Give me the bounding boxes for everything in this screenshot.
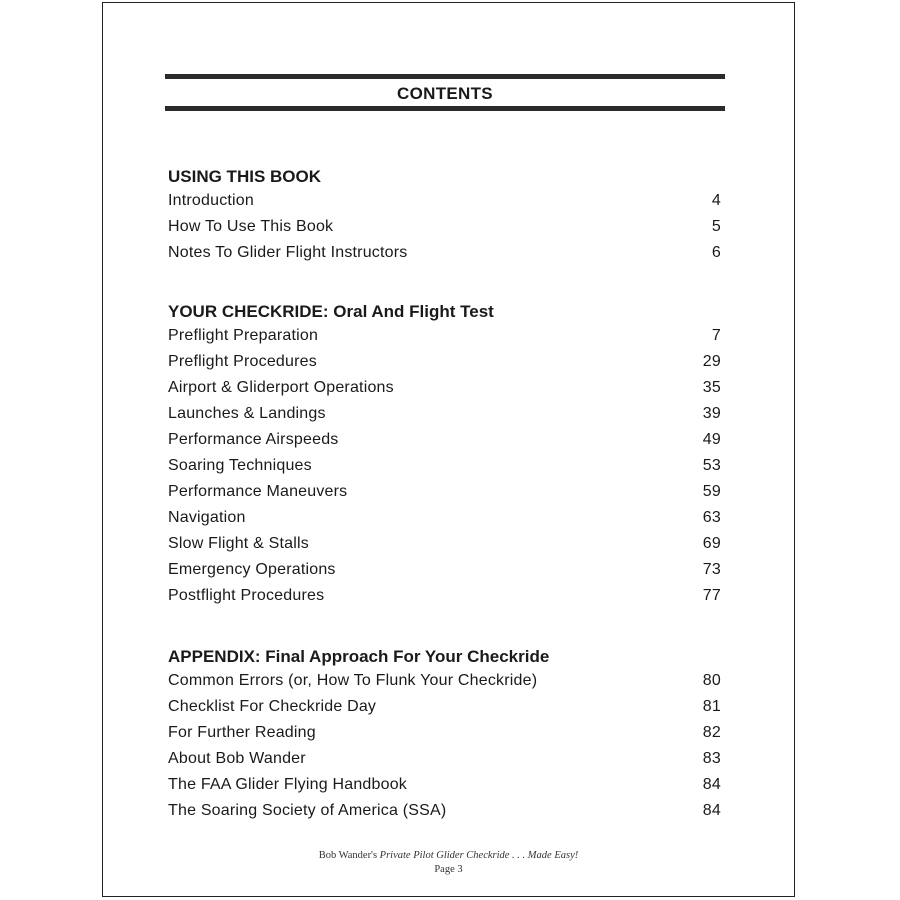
page-title: CONTENTS	[397, 84, 493, 103]
toc-entry-label: Preflight Preparation	[168, 327, 319, 344]
toc-entry	[168, 349, 723, 375]
toc-entry	[168, 668, 723, 694]
toc-entry	[168, 531, 723, 557]
section-heading: YOUR CHECKRIDE: Oral And Flight Test	[168, 302, 494, 321]
toc-entry-label: The Soaring Society of America (SSA)	[168, 802, 447, 819]
toc-entry	[168, 427, 723, 453]
toc-entry-page: 7	[711, 327, 721, 344]
toc-entry	[168, 505, 723, 531]
toc-entry-label: Preflight Procedures	[168, 353, 317, 370]
toc-entry	[168, 798, 723, 824]
toc-entry	[168, 583, 723, 609]
toc-entry	[168, 323, 723, 349]
toc-entry-label: Launches & Landings	[168, 405, 326, 422]
toc-entry	[168, 479, 723, 505]
toc-entry-page: 4	[711, 192, 721, 209]
toc-entry-label: Emergency Operations	[168, 561, 336, 578]
toc-entry-page: 63	[702, 509, 721, 526]
toc-entry-label: Soaring Techniques	[168, 457, 312, 474]
toc-entry	[168, 375, 723, 401]
toc-section-using-this-book	[168, 166, 723, 266]
toc-entry-page: 73	[702, 561, 721, 578]
toc-entry-page: 83	[702, 750, 721, 767]
toc-entry-label: For Further Reading	[168, 724, 316, 741]
toc-section-appendix	[168, 646, 723, 824]
toc-entry-label: Slow Flight & Stalls	[168, 535, 309, 552]
toc-entry-page: 84	[702, 802, 721, 819]
toc-entry-page: 80	[702, 672, 721, 689]
toc-entry-label: Introduction	[168, 192, 255, 209]
toc-entry-page: 5	[711, 218, 721, 235]
toc-entry-label: Airport & Gliderport Operations	[168, 379, 394, 396]
toc-entry-page: 59	[702, 483, 721, 500]
footer-author: Bob Wander's	[318, 850, 378, 861]
toc-entry-page: 82	[702, 724, 721, 741]
toc-entry-label: Performance Airspeeds	[168, 431, 339, 448]
toc-entry	[168, 188, 723, 214]
toc-entry	[168, 240, 723, 266]
toc-entry-label: Navigation	[168, 509, 246, 526]
toc-section-your-checkride	[168, 301, 723, 609]
toc-entry	[168, 772, 723, 798]
toc-entry	[168, 214, 723, 240]
footer-page-number: Page 3	[434, 864, 463, 875]
toc-entry-page: 69	[702, 535, 721, 552]
toc-entry-page: 77	[702, 587, 721, 604]
toc-entry-label: Performance Maneuvers	[168, 483, 348, 500]
toc-entry-page: 29	[702, 353, 721, 370]
toc-entry	[168, 720, 723, 746]
section-heading: APPENDIX: Final Approach For Your Checkride	[168, 647, 550, 666]
toc-entry-label: How To Use This Book	[168, 218, 334, 235]
toc-entry-page: 35	[702, 379, 721, 396]
page-footer	[102, 849, 795, 877]
toc-entry	[168, 557, 723, 583]
toc-entry-label: Common Errors (or, How To Flunk Your Checkride)	[168, 672, 538, 689]
toc-entry-label: Postflight Procedures	[168, 587, 325, 604]
toc-entry-label: Notes To Glider Flight Instructors	[168, 244, 408, 261]
toc-entry	[168, 401, 723, 427]
toc-entry-page: 81	[702, 698, 721, 715]
toc-entry-label: The FAA Glider Flying Handbook	[168, 776, 408, 793]
footer-book-title: Private Pilot Glider Checkride . . . Made Easy!	[379, 850, 579, 861]
toc-entry	[168, 453, 723, 479]
section-heading: USING THIS BOOK	[168, 167, 322, 186]
toc-entry-page: 6	[711, 244, 721, 261]
footer-book-line	[102, 849, 795, 863]
toc-entry-page: 49	[702, 431, 721, 448]
toc-entry	[168, 694, 723, 720]
toc-entry-label: Checklist For Checkride Day	[168, 698, 377, 715]
title-rule-bottom	[165, 106, 725, 111]
toc-entry-page: 53	[702, 457, 721, 474]
title-rule-top	[165, 74, 725, 79]
toc-entry-page: 39	[702, 405, 721, 422]
toc-entry-page: 84	[702, 776, 721, 793]
toc-entry	[168, 746, 723, 772]
toc-entry-label: About Bob Wander	[168, 750, 306, 767]
